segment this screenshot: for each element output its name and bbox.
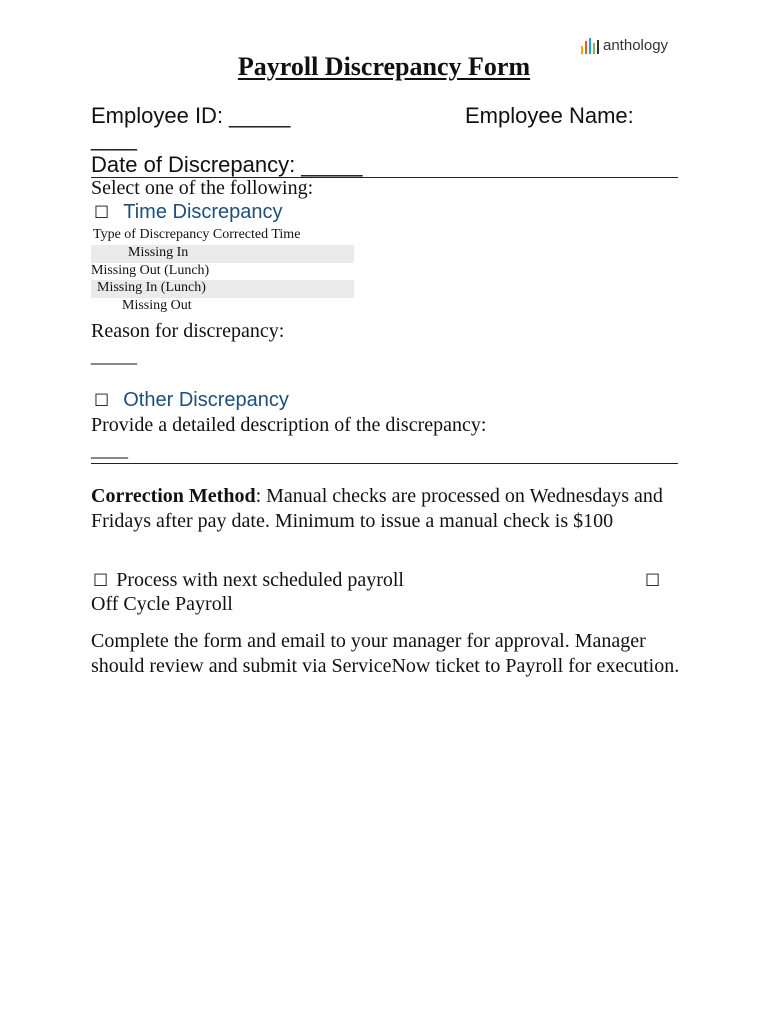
reason-blank[interactable]: _____	[91, 345, 136, 367]
description-label: Provide a detailed description of the discrepancy:	[91, 414, 487, 436]
date-of-discrepancy-field[interactable]: Date of Discrepancy: _____	[91, 152, 363, 177]
correction-method-paragraph	[91, 484, 681, 533]
reason-label: Reason for discrepancy:	[91, 320, 285, 342]
select-instruction: Select one of the following:	[91, 177, 314, 199]
form-title: Payroll Discrepancy Form	[237, 52, 531, 81]
time-discrepancy-label: Time Discrepancy	[123, 201, 283, 223]
other-discrepancy-checkbox[interactable]: ☐	[94, 390, 110, 410]
employee-name-blank[interactable]: ____	[91, 126, 136, 151]
next-payroll-checkbox[interactable]: ☐	[93, 570, 109, 590]
table-row: Missing In	[128, 245, 189, 260]
correction-method-label: Correction Method	[91, 485, 256, 507]
time-discrepancy-option[interactable]	[91, 201, 283, 224]
employee-name-label: Employee Name:	[465, 103, 634, 128]
anthology-logo	[581, 34, 668, 54]
table-header: Type of Discrepancy Corrected Time	[93, 227, 301, 242]
next-payroll-option[interactable]	[91, 569, 404, 592]
employee-id-field[interactable]: Employee ID: _____	[91, 103, 291, 128]
table-row: Missing Out	[122, 298, 192, 313]
table-row: Missing Out (Lunch)	[91, 263, 210, 278]
divider-rule	[91, 463, 678, 464]
description-blank[interactable]: ____	[91, 439, 127, 461]
instructions-paragraph: Complete the form and email to your manager for approval. Manager should review and submit via ServiceNow ticket to Payroll for execution.	[91, 630, 680, 677]
logo-text: anthology	[603, 37, 669, 54]
next-payroll-label: Process with next scheduled payroll	[116, 569, 404, 591]
other-discrepancy-option[interactable]	[91, 389, 289, 412]
off-cycle-checkbox[interactable]: ☐	[645, 571, 661, 590]
off-cycle-label: Off Cycle Payroll	[91, 593, 233, 615]
other-discrepancy-label: Other Discrepancy	[123, 389, 289, 411]
table-row: Missing In (Lunch)	[97, 280, 206, 295]
correction-method-text: : Manual checks are processed on Wednesdays and Fridays after pay date. Minimum to issue a manual check is $100	[91, 485, 663, 532]
time-discrepancy-checkbox[interactable]: ☐	[94, 202, 110, 222]
